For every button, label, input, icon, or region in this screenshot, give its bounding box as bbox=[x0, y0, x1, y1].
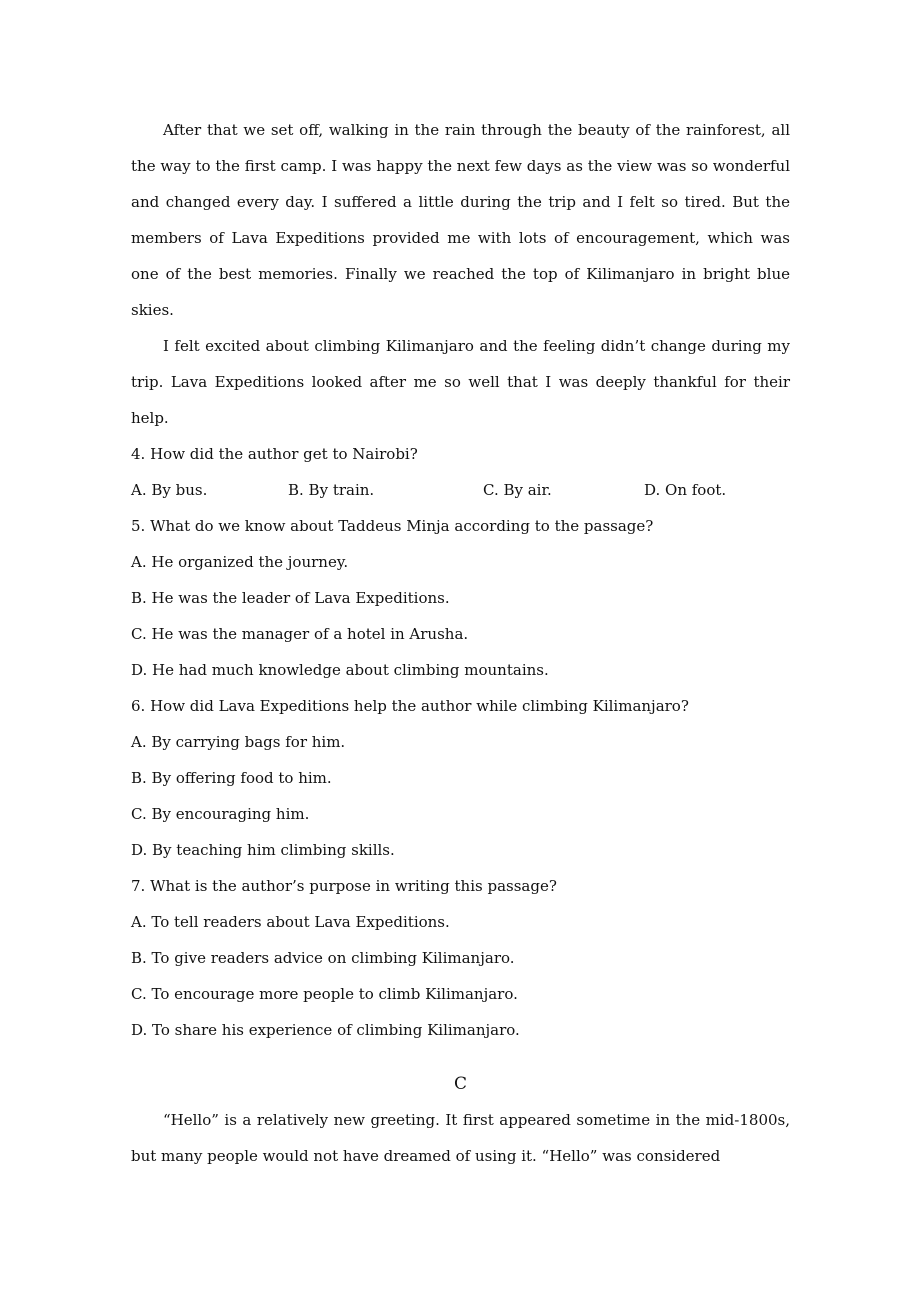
option-a: A. To tell readers about Lava Expeditions. bbox=[131, 913, 450, 931]
option-c: C. By air. bbox=[483, 481, 552, 499]
question-stem: 6. How did Lava Expeditions help the author while climbing Kilimanjaro? bbox=[131, 697, 689, 715]
passage-c-paragraph-1: “Hello” is a relatively new greeting. It first appeared sometime in the mid-1800s, but many people would not have dreamed of using it. “Hello” was considered bbox=[131, 1111, 790, 1165]
question-7 bbox=[131, 868, 790, 1048]
option-c: C. He was the manager of a hotel in Arusha. bbox=[131, 625, 469, 643]
option-a: A. By bus. bbox=[131, 481, 208, 499]
question-stem: 5. What do we know about Taddeus Minja according to the passage? bbox=[131, 517, 654, 535]
passage-c bbox=[131, 1102, 790, 1174]
option-d: D. By teaching him climbing skills. bbox=[131, 841, 395, 859]
passage-b-paragraph-2: I felt excited about climbing Kilimanjaro and the feeling didn’t change during my trip. Lava Expeditions looked after me so well that I was deeply thankful for their help. bbox=[131, 337, 790, 427]
option-c: C. By encouraging him. bbox=[131, 805, 310, 823]
option-d: D. On foot. bbox=[644, 481, 727, 499]
question-5 bbox=[131, 508, 790, 688]
option-a: A. By carrying bags for him. bbox=[131, 733, 346, 751]
section-c-title: C bbox=[453, 1074, 467, 1094]
options-row bbox=[131, 472, 790, 508]
option-b: B. By offering food to him. bbox=[131, 769, 332, 787]
option-b: B. By train. bbox=[288, 481, 375, 499]
passage-b bbox=[131, 112, 790, 436]
option-d: D. To share his experience of climbing Kilimanjaro. bbox=[131, 1021, 520, 1039]
option-b: B. He was the leader of Lava Expeditions. bbox=[131, 589, 450, 607]
document-page bbox=[131, 112, 790, 1174]
question-stem: 4. How did the author get to Nairobi? bbox=[131, 445, 418, 463]
question-4 bbox=[131, 436, 790, 508]
option-c: C. To encourage more people to climb Kilimanjaro. bbox=[131, 985, 518, 1003]
option-a: A. He organized the journey. bbox=[131, 553, 349, 571]
option-d: D. He had much knowledge about climbing mountains. bbox=[131, 661, 549, 679]
question-6 bbox=[131, 688, 790, 868]
option-b: B. To give readers advice on climbing Kilimanjaro. bbox=[131, 949, 515, 967]
question-stem: 7. What is the author’s purpose in writing this passage? bbox=[131, 877, 557, 895]
passage-b-paragraph-1: After that we set off, walking in the rain through the beauty of the rainforest, all the way to the first camp. I was happy the next few days as the view was so wonderful and changed every day. I suffered a little during the trip and I felt so tired. But the members of Lava Expeditions provided me with lots of encouragement, which was one of the best memories. Finally we reached the top of Kilimanjaro in bright blue skies. bbox=[131, 121, 790, 319]
